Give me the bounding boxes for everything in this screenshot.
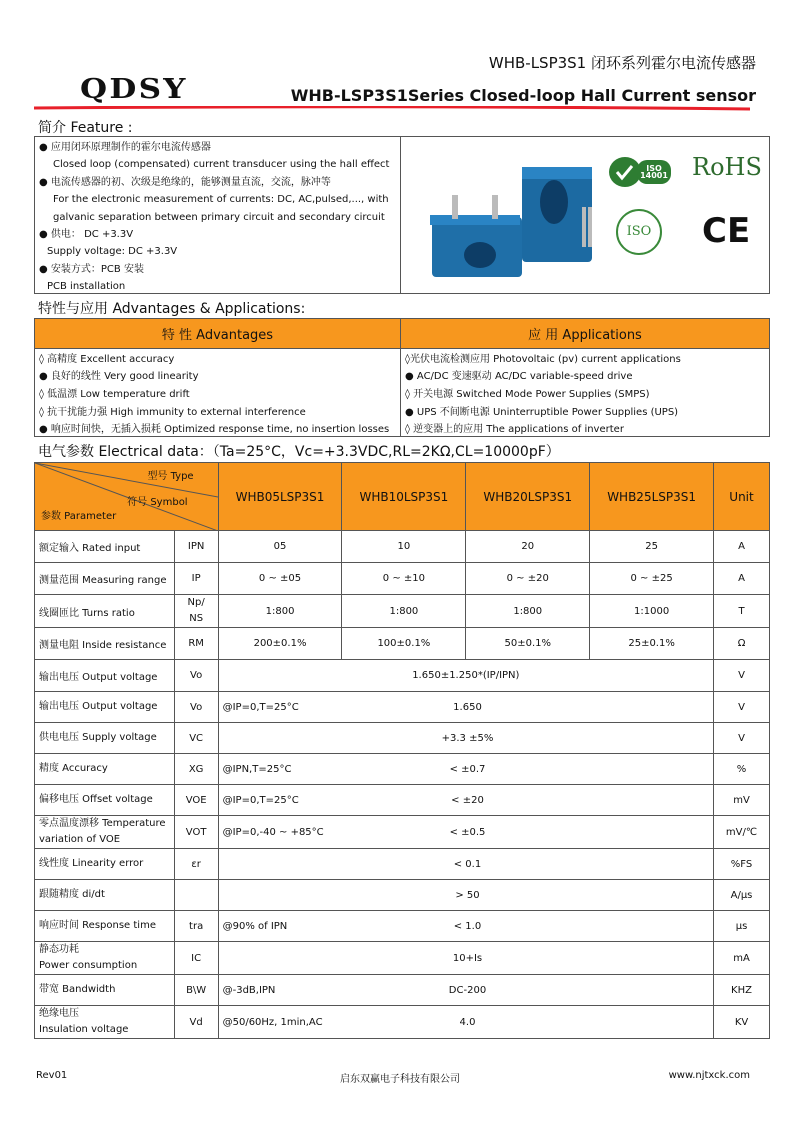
param-symbol: VOE <box>174 785 218 816</box>
param-label: 静态功耗 Power consumption <box>35 942 175 975</box>
application-item: ◊光伏电流检测应用 Photovoltaic (pv) current applications <box>401 349 770 367</box>
param-unit: mA <box>714 942 770 975</box>
param-value: 1:800 <box>342 595 466 628</box>
feature-line: galvanic separation between primary circuit and secondary circuit <box>53 211 385 223</box>
corner-param: 参数 Parameter <box>41 511 117 522</box>
param-unit: %FS <box>714 849 770 880</box>
company-logo: QDSY <box>80 74 188 105</box>
feature-images <box>402 137 770 293</box>
iso14001-logo <box>607 155 673 189</box>
corner-cell <box>35 463 219 531</box>
product-image <box>422 147 612 287</box>
iso14001-text: ISO 14001 <box>640 164 668 180</box>
param-label: 输出电压 Output voltage <box>35 660 175 692</box>
table-row <box>35 419 770 437</box>
param-condition <box>218 942 342 975</box>
table-row <box>35 723 770 754</box>
model-header: WHB25LSP3S1 <box>590 463 714 531</box>
param-symbol: Vo <box>174 692 218 723</box>
title-chinese: WHB-LSP3S1 闭环系列霍尔电流传感器 <box>488 54 756 72</box>
corner-symbol: 符号 Symbol <box>127 497 188 508</box>
param-value: 200±0.1% <box>218 628 342 660</box>
param-condition <box>218 849 342 880</box>
advantages-heading: 特性与应用 Advantages & Applications: <box>38 301 306 317</box>
table-row <box>35 942 770 975</box>
feature-line: PCB installation <box>47 281 126 293</box>
table-row <box>35 816 770 849</box>
applications-col-title: 应 用 Applications <box>401 319 770 349</box>
title-english: WHB-LSP3S1Series Closed-loop Hall Current sensor <box>290 86 756 105</box>
param-value: < 0.1 <box>342 849 714 880</box>
param-value: 50±0.1% <box>466 628 590 660</box>
application-item: ● AC/DC 变速驱动 AC/DC variable-speed drive <box>401 366 770 384</box>
feature-line: For the electronic measurement of currents: DC, AC,pulsed,..., with <box>53 194 389 206</box>
feature-line: ● 应用闭环原理制作的霍尔电流传感器 <box>39 142 211 153</box>
param-unit: KHZ <box>714 975 770 1006</box>
param-label: 偏移电压 Offset voltage <box>35 785 175 816</box>
table-row <box>35 1006 770 1039</box>
header-red-line <box>34 106 750 111</box>
feature-line: ● 安装方式：PCB 安装 <box>39 263 144 275</box>
table-row <box>35 384 770 402</box>
iso-seal-logo: ISO <box>616 209 662 255</box>
table-row <box>35 595 770 628</box>
param-condition: @90% of IPN <box>218 911 342 942</box>
param-value: +3.3 ±5% <box>342 723 714 754</box>
param-unit: A <box>714 563 770 595</box>
unit-header: Unit <box>714 463 770 531</box>
advantages-header-row <box>35 319 770 349</box>
feature-box <box>34 136 770 294</box>
param-value: 25 <box>590 531 714 563</box>
param-unit: A/μs <box>714 880 770 911</box>
param-condition <box>218 880 342 911</box>
param-unit: mV <box>714 785 770 816</box>
param-symbol: tra <box>174 911 218 942</box>
param-value: 1.650±1.250*(IP/IPN) <box>218 660 713 692</box>
feature-text <box>35 137 401 293</box>
feature-line: ● 供电： DC +3.3V <box>39 229 134 241</box>
feature-line: Supply voltage: DC +3.3V <box>47 246 178 258</box>
param-symbol: VOT <box>174 816 218 849</box>
feature-line: Closed loop (compensated) current transducer using the hall effect <box>53 159 390 171</box>
param-value: 25±0.1% <box>590 628 714 660</box>
param-label: 输出电压 Output voltage <box>35 692 175 723</box>
param-symbol: IC <box>174 942 218 975</box>
feature-line: ● 电流传感器的初、次级是绝缘的，能够测量直流，交流，脉冲等 <box>39 176 331 188</box>
param-unit: KV <box>714 1006 770 1039</box>
model-header: WHB20LSP3S1 <box>466 463 590 531</box>
param-unit: % <box>714 754 770 785</box>
electrical-table <box>34 462 770 1039</box>
param-condition: @IP=0,-40 ~ +85°C <box>218 816 342 849</box>
footer-website: www.njtxck.com <box>668 1070 750 1081</box>
param-label: 测量电阻 Inside resistance <box>35 628 175 660</box>
param-symbol: B\W <box>174 975 218 1006</box>
param-symbol: Vo <box>174 660 218 692</box>
param-label: 跟随精度 di/dt <box>35 880 175 911</box>
param-unit: A <box>714 531 770 563</box>
param-symbol <box>174 880 218 911</box>
param-label: 绝缘电压 Insulation voltage <box>35 1006 175 1039</box>
param-label: 测量范围 Measuring range <box>35 563 175 595</box>
electrical-heading: 电气参数 Electrical data：（Ta=25°C，Vc=+3.3VDC,RL=2KΩ,CL=10000pF） <box>38 444 560 460</box>
table-row <box>35 849 770 880</box>
application-item: ● UPS 不间断电源 Uninterruptible Power Supplies (UPS) <box>401 401 770 419</box>
table-row <box>35 628 770 660</box>
table-row <box>35 563 770 595</box>
application-item: ◊ 开关电源 Switched Mode Power Supplies (SMPS) <box>401 384 770 402</box>
param-label: 供电电压 Supply voltage <box>35 723 175 754</box>
param-value: DC-200 <box>342 975 714 1006</box>
param-condition: @IP=0,T=25°C <box>218 692 342 723</box>
param-value: 100±0.1% <box>342 628 466 660</box>
advantage-item: ● 响应时间快，无插入损耗 Optimized response time, no insertion losses <box>35 419 401 437</box>
param-value: 1:1000 <box>590 595 714 628</box>
table-row <box>35 754 770 785</box>
application-item: ◊ 逆变器上的应用 The applications of inverter <box>401 419 770 437</box>
advantage-item: ◊ 高精度 Excellent accuracy <box>35 349 401 367</box>
param-symbol: IPN <box>174 531 218 563</box>
param-symbol: Np/ NS <box>174 595 218 628</box>
param-symbol: IP <box>174 563 218 595</box>
param-value: 1:800 <box>466 595 590 628</box>
advantages-col-title: 特 性 Advantages <box>35 319 401 349</box>
param-label: 精度 Accuracy <box>35 754 175 785</box>
footer-company: 启东双赢电子科技有限公司 <box>340 1074 460 1085</box>
param-label: 零点温度漂移 Temperature variation of VOE <box>35 816 175 849</box>
table-row <box>35 349 770 367</box>
model-header: WHB05LSP3S1 <box>218 463 342 531</box>
table-row <box>35 366 770 384</box>
electrical-header-row <box>35 463 770 531</box>
param-unit: V <box>714 660 770 692</box>
model-header: WHB10LSP3S1 <box>342 463 466 531</box>
param-condition: @-3dB,IPN <box>218 975 342 1006</box>
param-unit: Ω <box>714 628 770 660</box>
table-row <box>35 785 770 816</box>
feature-heading: 简介 Feature : <box>38 120 133 136</box>
param-label: 线圈匝比 Turns ratio <box>35 595 175 628</box>
advantages-table <box>34 318 770 437</box>
param-unit: μs <box>714 911 770 942</box>
table-row <box>35 692 770 723</box>
param-condition: @IPN,T=25°C <box>218 754 342 785</box>
param-unit: mV/℃ <box>714 816 770 849</box>
param-value: < ±20 <box>342 785 714 816</box>
param-value: 10 <box>342 531 466 563</box>
table-row <box>35 401 770 419</box>
table-row <box>35 911 770 942</box>
param-symbol: XG <box>174 754 218 785</box>
table-row <box>35 531 770 563</box>
param-value: < 1.0 <box>342 911 714 942</box>
param-label: 额定输入 Rated input <box>35 531 175 563</box>
advantage-item: ◊ 抗干扰能力强 High immunity to external interference <box>35 401 401 419</box>
param-label: 带宽 Bandwidth <box>35 975 175 1006</box>
param-value: 1:800 <box>218 595 342 628</box>
param-unit: V <box>714 692 770 723</box>
table-row <box>35 660 770 692</box>
param-value: < ±0.7 <box>342 754 714 785</box>
param-unit: V <box>714 723 770 754</box>
corner-type: 型号 Type <box>147 471 194 482</box>
param-condition: @50/60Hz, 1min,AC <box>218 1006 342 1039</box>
param-condition: @IP=0,T=25°C <box>218 785 342 816</box>
param-symbol: Vd <box>174 1006 218 1039</box>
param-value: > 50 <box>342 880 714 911</box>
footer-revision: Rev01 <box>36 1070 68 1081</box>
param-value: 20 <box>466 531 590 563</box>
param-symbol: RM <box>174 628 218 660</box>
param-value: 0 ~ ±25 <box>590 563 714 595</box>
param-value: 4.0 <box>342 1006 714 1039</box>
rohs-logo: RoHS <box>692 153 762 181</box>
param-symbol: εr <box>174 849 218 880</box>
param-value: 0 ~ ±05 <box>218 563 342 595</box>
param-value: 0 ~ ±20 <box>466 563 590 595</box>
param-symbol: VC <box>174 723 218 754</box>
param-label: 响应时间 Response time <box>35 911 175 942</box>
param-condition <box>218 723 342 754</box>
table-row <box>35 880 770 911</box>
param-value: 1.650 <box>342 692 714 723</box>
advantage-item: ● 良好的线性 Very good linearity <box>35 366 401 384</box>
param-value: 0 ~ ±10 <box>342 563 466 595</box>
ce-mark: CE <box>702 211 751 251</box>
advantage-item: ◊ 低温漂 Low temperature drift <box>35 384 401 402</box>
param-value: < ±0.5 <box>342 816 714 849</box>
table-row <box>35 975 770 1006</box>
param-unit: T <box>714 595 770 628</box>
param-label: 线性度 Linearity error <box>35 849 175 880</box>
param-value: 10+Is <box>342 942 714 975</box>
param-value: 05 <box>218 531 342 563</box>
